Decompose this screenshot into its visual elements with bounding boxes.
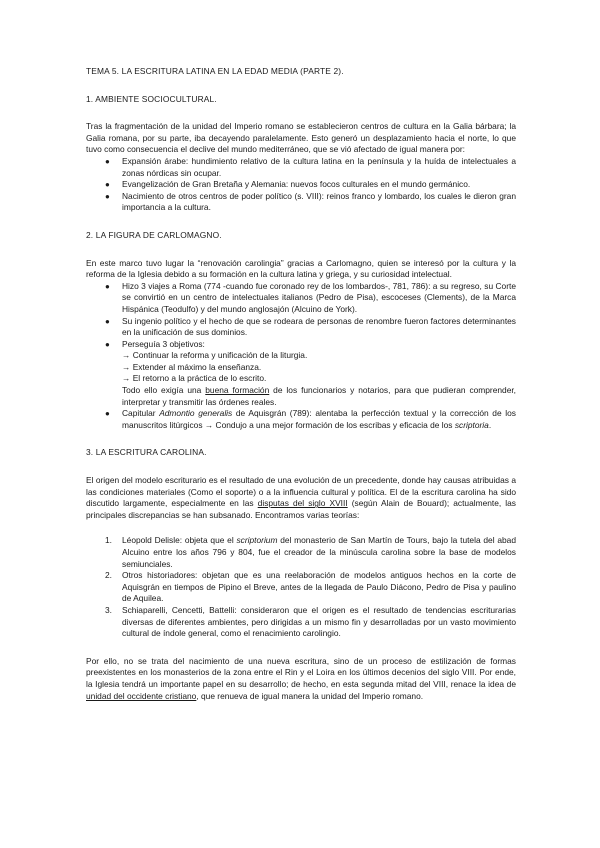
bullet-icon: ● [105, 339, 110, 349]
list-item: ● Su ingenio político y el hecho de que se rodeara de personas de renombre fueron factores determinantes en la unificación de sus dominios. [105, 315, 516, 338]
underlined-term: buena formación [205, 385, 270, 396]
bullet-icon: ● [105, 156, 110, 166]
list-item: ● Capitular Admontio generalis de Aquisgrán (789): alentaba la perfección textual y la corrección de los manuscritos litúrgicos → Condujo a una mejor formación de los escribas y eficacia de los scriptoria. [105, 408, 516, 430]
section-2-intro: En este marco tuvo lugar la “renovación carolingia” gracias a Carlomagno, quien se interesó por la cultura y la reforma de la Iglesia debido a su formación en la cultura latina y griega, y su curiosidad intelectual. [86, 257, 516, 280]
underlined-term: disputas del siglo XVIII [257, 498, 348, 509]
document-body [86, 66, 516, 702]
section-1-heading: 1. AMBIENTE SOCIOCULTURAL. [86, 93, 217, 104]
bullet-icon: ● [105, 180, 110, 190]
bullet-icon: ● [105, 281, 110, 291]
objective-item: → El retorno a la práctica de lo escrito. [122, 373, 267, 384]
list-item: ● Hizo 3 viajes a Roma (774 -cuando fue coronado rey de los lombardos-, 781, 786): a su regreso, su Corte se convirtió en un centro de intelectuales italianos (Pedro de Pisa), escoceses (Clements), de la Marca Hispánica (Teodulfo) y del mundo anglosajón (Alcuino de York). [105, 280, 516, 314]
document-title: TEMA 5. LA ESCRITURA LATINA EN LA EDAD MEDIA (PARTE 2). [86, 66, 344, 76]
section-3-heading: 3. LA ESCRITURA CAROLINA. [86, 447, 207, 458]
list-item: ● Evangelización de Gran Bretaña y Alemania: nuevos focos culturales en el mundo germánico. [105, 179, 471, 190]
list-item: 2. Otros historiadores: objetan que es una reelaboración de modelos antiguos hechos en la corte de Aquisgrán en tiempos de Pipino el Breve, antes de la llegada de Paulo Diácono, Pedro de Pisa y paulino de Aquilea. [105, 570, 516, 604]
list-item: ● Nacimiento de otros centros de poder político (s. VIII): reinos franco y lombardo, los cuales le dieron gran importancia a la cultura. [105, 190, 516, 213]
italic-term: scriptoria [454, 419, 489, 430]
section-2-bullet-list [86, 281, 516, 432]
underlined-term: unidad del occidente cristiano [86, 690, 197, 701]
section-1-intro: Tras la fragmentación de la unidad del Imperio romano se establecieron centros de cultura en la Galia bárbara; la Galia romana, por su parte, iba decayendo paralelamente. Esto generó un desplazamiento hacia el norte, lo que tuvo como consecuencia el declive del mundo mediterráneo, que se vió afectado de igual manera por: [86, 121, 516, 155]
italic-term: scriptorium [236, 535, 278, 546]
section-2-heading: 2. LA FIGURA DE CARLOMAGNO. [86, 229, 222, 240]
list-item: ● Perseguía 3 objetivos: → Continuar la reforma y unificación de la liturgia. → Extender al máximo la enseñanza. → El retorno a la práctica de lo escrito. Todo ello exigía una buena formación de los funcionarios y notarios, para que pudieran comprender, interpretar y transmitir las órdenes reales. [105, 338, 516, 407]
objective-item: → Extender al máximo la enseñanza. [122, 361, 262, 372]
bullet-icon: ● [105, 316, 110, 326]
section-1-bullet-list [86, 156, 516, 214]
list-item: 1. Léopold Delisle: objeta que el scriptorium del monasterio de San Martín de Tours, bajo la tutela del abad Alcuino entre los años 796 y 804, fue el creador de la minúscula carolina sobre la base de modelos semiunciales. [105, 535, 516, 569]
section-3-paragraph-2: Por ello, no se trata del nacimiento de una nueva escritura, sino de un proceso de estilización de formas preexistentes en los monasterios de la zona entre el Rin y el Loira en los últimos decenios del siglo VIII. Por ende, la Iglesia tendrá un importante papel en su desarrollo; de hecho, en esta segunda mitad del VIII, renace la idea de unidad del occidente cristiano, que renueva de igual manera la unidad del Imperio romano. [86, 655, 516, 701]
section-3-paragraph-1: El origen del modelo escriturario es el resultado de una evolución de un precedente, donde hay causas atribuidas a las condiciones materiales (Como el soporte) o a la influencia cultural y política. El de la escritura carolina ha sido discutido largamente, especialmente en las disputas del siglo XVIII (según Alain de Bouard); actualmente, las principales discrepancias se han subsanado. Encontramos varias teorías: [86, 475, 516, 520]
bullet-icon: ● [105, 191, 110, 201]
theories-list [86, 535, 516, 639]
objective-item: → Continuar la reforma y unificación de la liturgia. [122, 350, 308, 361]
bullet-icon: ● [105, 409, 110, 419]
italic-term: Admontio generalis [159, 408, 233, 419]
list-item: 3. Schiaparelli, Cencetti, Battelli: consideraron que el origen es el resultado de tendencias escriturarias diversas de diferentes ambientes, pero dirigidas a un mismo fin y desarrolladas por un vasto movimiento cultural de índole general, como el renacimiento carolingio. [105, 604, 516, 639]
list-item: ● Expansión árabe: hundimiento relativo de la cultura latina en la península y la huída de intelectuales a zonas nórdicas sin ocupar. [105, 155, 516, 178]
